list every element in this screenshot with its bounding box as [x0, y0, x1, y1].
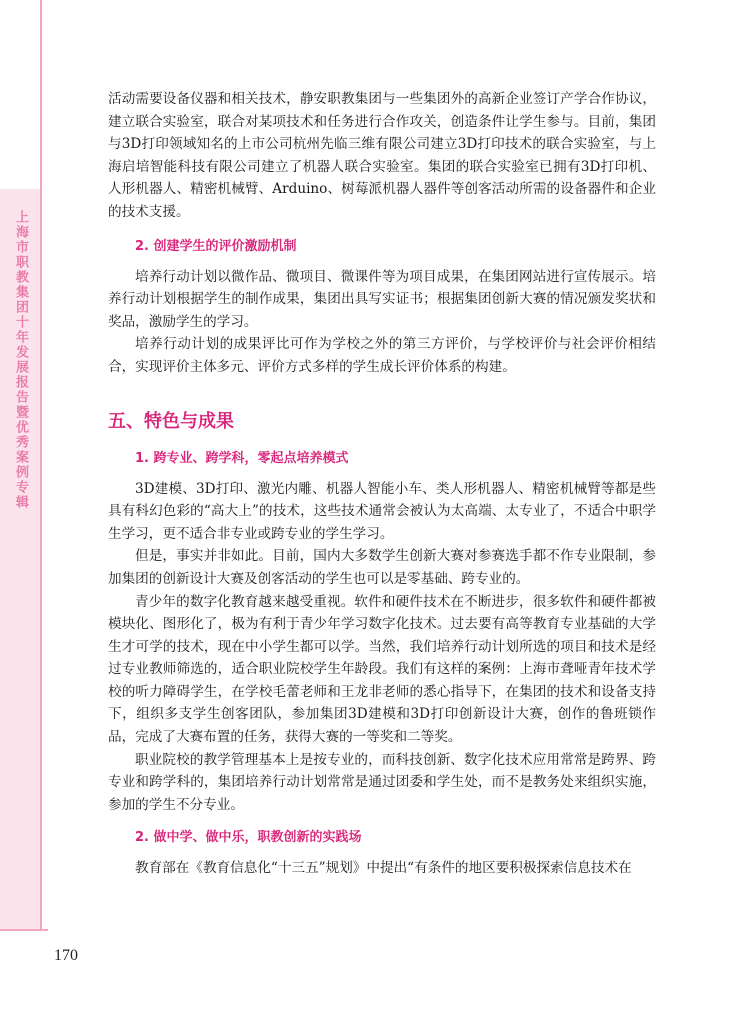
paragraph: 但是，事实并非如此。目前，国内大多数学生创新大赛对参赛选手都不作专业限制，参加集团的创新设计大赛及创客活动的学生也可以是零基础、跨专业的。 [108, 548, 656, 587]
sidebar-top-rule [40, 0, 42, 189]
paragraph: 培养行动计划以微作品、微项目、微课件等为项目成果，在集团网站进行宣传展示。培养行动计划根据学生的制作成果，集团出具写实证书；根据集团创新大赛的情况颁发奖状和奖品，激励学生的学习。 [108, 268, 656, 330]
running-title: 上海市职教集团十年发展报告暨优秀案例专辑 [13, 210, 28, 510]
paragraph: 教育部在《教育信息化“十三五”规划》中提出“有条件的地区要积极探索信息技术在 [135, 860, 632, 877]
section-heading: 五、特色与成果 [108, 410, 234, 432]
subsection-heading: 1. 跨专业、跨学科，零起点培养模式 [135, 450, 349, 466]
page-content [108, 88, 656, 880]
paragraph: 职业院校的教学管理基本上是按专业的，而科技创新、数字化技术应用常常是跨界、跨专业和跨学科的，集团培养行动计划常常是通过团委和学生处，而不是教务处来组织实施，参加的学生不分专业。 [108, 751, 656, 813]
footer-rule [0, 929, 48, 931]
subsection-heading: 2. 做中学、做中乐，职教创新的实践场 [135, 830, 362, 846]
paragraph: 3D建模、3D打印、激光内雕、机器人智能小车、类人形机器人、精密机械臂等都是些具有科幻色彩的“高大上”的技术，这些技术通常会被认为太高端、太专业了，不适合中职学生学习，更不适合非专业或跨专业的学生学习。 [108, 480, 656, 542]
paragraph: 活动需要设备仪器和相关技术，静安职教集团与一些集团外的高新企业签订产学合作协议，建立联合实验室，联合对某项技术和任务进行合作攻关，创造条件让学生参与。目前，集团与3D打印领域知名的上市公司杭州先临三维有限公司建立3D打印技术的联合实验室，与上海启培智能科技有限公司建立了机器人联合实验室。集团的联合实验室已拥有3D打印机、人形机器人、精密机械臂、Arduino、树莓派机器人器件等创客活动所需的设备器件和企业的技术支援。 [108, 91, 656, 220]
subsection-heading: 2. 创建学生的评价激励机制 [135, 238, 297, 254]
page-number: 170 [54, 947, 78, 964]
paragraph: 青少年的数字化教育越来越受重视。软件和硬件技术在不断进步，很多软件和硬件都被模块化、图形化了，极为有利于青少年学习数字化技术。过去要有高等教育专业基础的大学生才可学的技术，现在中小学生都可以学。当然，我们培养行动计划所选的项目和技术是经过专业教师筛选的，适合职业院校学生年龄段。我们有这样的案例：上海市聋哑青年技术学校的听力障碍学生，在学校毛蕾老师和王龙非老师的悉心指导下，在集团的技术和设备支持下，组织多支学生创客团队，参加集团3D建模和3D打印创新设计大赛，创作的鲁班锁作品，完成了大赛布置的任务，获得大赛的一等奖和二等奖。 [108, 593, 656, 746]
paragraph: 培养行动计划的成果评比可作为学校之外的第三方评价，与学校评价与社会评价相结合，实现评价主体多元、评价方式多样的学生成长评价体系的构建。 [108, 336, 656, 375]
